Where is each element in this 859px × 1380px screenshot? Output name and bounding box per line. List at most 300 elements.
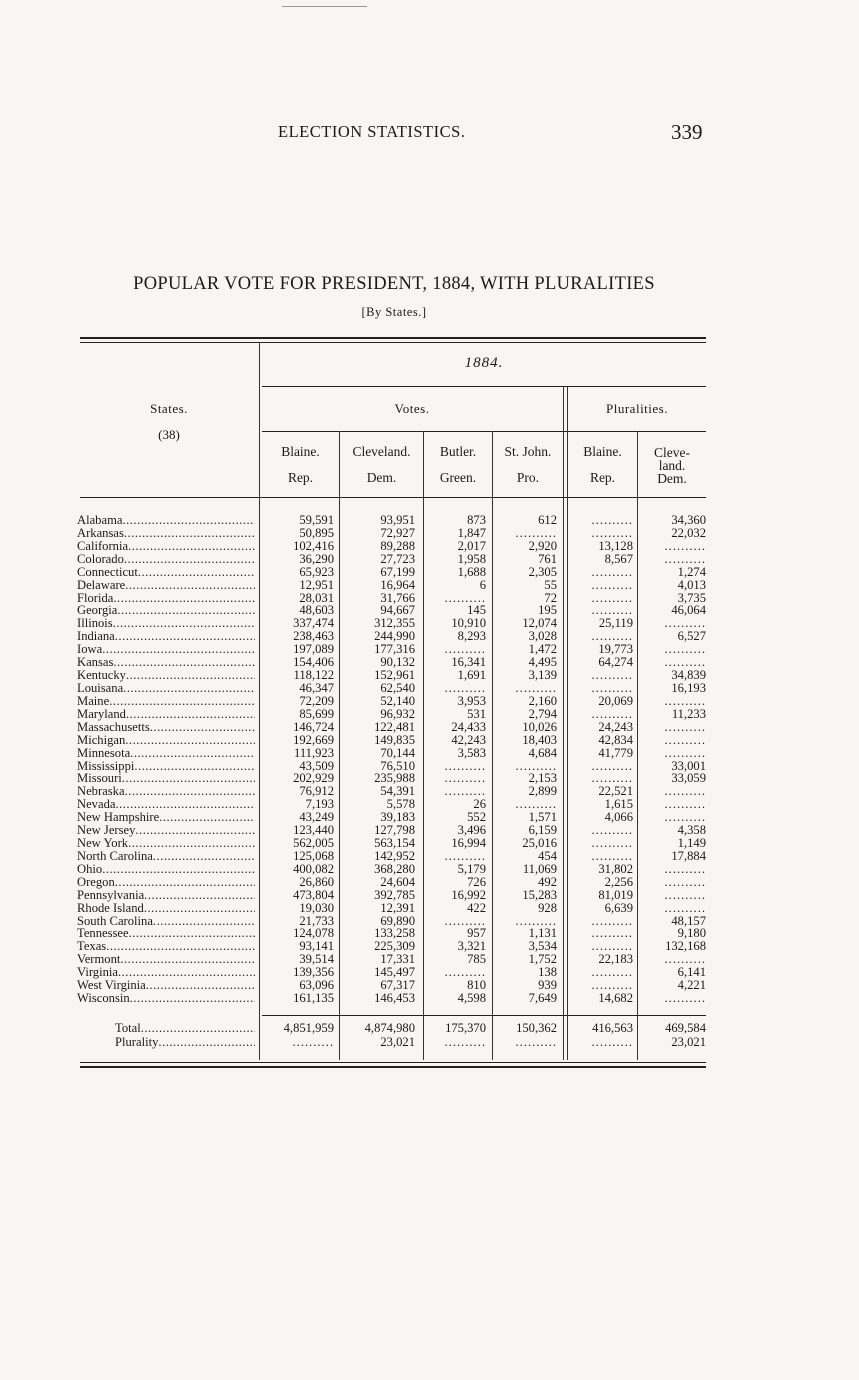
table-row [0,915,859,928]
cell-stjohn: .......... [515,525,557,540]
cell-blaine: 43,249 [299,810,334,825]
cell-blaine: 124,078 [293,926,334,941]
cell-stjohn: 12,074 [522,616,557,631]
cell-plur-blaine: .......... [591,848,633,863]
cell-cleveland: 69,890 [380,913,415,928]
table-row [0,566,859,579]
cell-plur-blaine: .......... [591,758,633,773]
cell-stjohn: .......... [515,758,557,773]
cell-plur-cleveland: .......... [664,900,706,915]
total-plur-cleveland: 469,584 [665,1021,706,1035]
total-blaine: 4,851,959 [283,1021,334,1035]
table-row [0,837,859,850]
cell-butler: 873 [467,513,486,527]
state-name: Pennsylvania ..... [77,889,255,902]
col-stjohn-party: Pro. [516,470,540,485]
cell-butler: 3,953 [457,693,486,708]
cell-stjohn: 2,794 [528,706,557,721]
table-row [0,604,859,617]
state-name: California ..... [77,540,255,553]
cell-blaine: 7,193 [305,797,334,812]
state-name: Mississippi ..... [77,760,255,773]
col-butler-party: Green. [439,470,477,485]
table-row [0,579,859,592]
states-count: (38) [158,427,180,442]
cell-blaine: 85,699 [299,706,334,721]
cell-stjohn: 939 [538,978,557,993]
cell-butler: 3,321 [457,939,486,954]
cell-blaine: 202,929 [293,771,334,786]
cell-stjohn: 1,571 [528,810,557,825]
cell-plur-cleveland: .......... [664,642,706,657]
cell-cleveland: 67,199 [380,564,415,579]
cell-butler: 26 [473,797,486,812]
table-row [0,850,859,863]
cell-blaine: 28,031 [299,590,334,605]
total-cleveland: 4,874,980 [364,1021,415,1035]
cell-stjohn: 2,305 [528,564,557,579]
cell-plur-blaine: 24,243 [598,719,633,734]
cell-stjohn: 454 [538,848,557,863]
cell-plur-cleveland: .......... [664,991,706,1005]
cell-plur-blaine: 41,779 [598,745,633,760]
state-name: Illinois ..... [77,617,255,630]
cell-cleveland: 235,988 [374,771,415,786]
cell-plur-blaine: .......... [591,590,633,605]
table-row [0,811,859,824]
table-row [0,902,859,915]
pluralities-heading: Pluralities. [606,401,668,416]
cell-plur-blaine: .......... [591,965,633,980]
header-bottom-rule [80,497,706,498]
cell-plur-cleveland: .......... [664,887,706,902]
col-butler-name: Butler. [439,444,477,459]
table-title: POPULAR VOTE FOR PRESIDENT, 1884, WITH PLURALITIES [133,274,655,294]
cell-plur-cleveland: 33,059 [671,771,706,786]
cell-plur-blaine: .......... [591,836,633,850]
cell-cleveland: 24,604 [380,874,415,889]
plurality-label: Plurality ..... [115,1036,255,1049]
state-name: North Carolina ..... [77,850,255,863]
cell-blaine: 36,290 [299,551,334,566]
table-row [0,630,859,643]
cell-butler: 16,994 [451,836,486,850]
cell-blaine: 337,474 [293,616,334,631]
table-row [0,656,859,669]
cell-stjohn: 138 [538,965,557,980]
cell-stjohn: 55 [544,577,557,592]
cell-butler: 1,691 [457,668,486,682]
state-name: Texas ..... [77,940,255,953]
top-double-rule-2 [80,342,706,343]
cell-cleveland: 127,798 [374,823,415,838]
cell-plur-cleveland: 34,839 [671,668,706,682]
cell-blaine: 63,096 [299,978,334,993]
cell-stjohn: 11,069 [522,861,557,876]
cell-plur-blaine: .......... [591,771,633,786]
cell-blaine: 46,347 [299,681,334,695]
cell-blaine: 562,005 [293,836,334,850]
total-butler: 175,370 [445,1021,486,1035]
cell-blaine: 238,463 [293,629,334,644]
cell-stjohn: 4,495 [528,655,557,670]
state-name: Virginia ..... [77,966,255,979]
cell-plur-blaine: .......... [591,913,633,928]
cell-butler: .......... [444,590,486,605]
cell-stjohn: 1,472 [528,642,557,657]
col-cleveland-header [340,439,423,491]
state-name: Nevada ..... [77,798,255,811]
cell-butler: 726 [467,874,486,889]
table-row [0,979,859,992]
state-name: Michigan ..... [77,734,255,747]
state-name: Maryland ..... [77,708,255,721]
cell-butler: .......... [444,848,486,863]
cell-plur-blaine: 19,773 [598,642,633,657]
col-plur-blaine-header [568,439,637,491]
cell-butler: 6 [479,577,486,592]
col-blaine-party: Rep. [287,470,314,485]
cell-plur-cleveland: 22,032 [671,525,706,540]
cell-butler: 422 [467,900,486,915]
cell-stjohn: 2,920 [528,538,557,553]
plurality-stjohn: .......... [515,1035,557,1049]
cell-plur-cleveland: .......... [664,538,706,553]
cell-plur-cleveland: 1,149 [677,836,706,850]
state-name: New Jersey ..... [77,824,255,837]
state-name: Rhode Island ..... [77,902,255,915]
pre-total-rule [262,1015,706,1016]
state-name: Connecticut ..... [77,566,255,579]
cell-blaine: 146,724 [293,719,334,734]
bottom-double-rule-2 [80,1066,706,1068]
total-stjohn: 150,362 [516,1021,557,1035]
cell-cleveland: 72,927 [380,525,415,540]
col-butler-header [424,439,492,491]
cell-plur-blaine: 64,274 [598,655,633,670]
cell-plur-blaine: .......... [591,823,633,838]
cell-butler: 552 [467,810,486,825]
cell-plur-cleveland: 6,141 [677,965,706,980]
cell-butler: 2,017 [457,538,486,553]
cell-plur-blaine: 6,639 [604,900,633,915]
table-row [0,734,859,747]
col-cleveland-name: Cleveland. [352,444,411,459]
plurality-butler: .......... [444,1035,486,1049]
cell-butler: .......... [444,771,486,786]
state-name: Minnesota ..... [77,747,255,760]
cell-butler: 16,992 [451,887,486,902]
cell-stjohn: 72 [544,590,557,605]
cell-plur-cleveland: 46,064 [671,603,706,618]
cell-plur-cleveland: 17,884 [671,848,706,863]
cell-butler: .......... [444,758,486,773]
cell-stjohn: 2,899 [528,784,557,799]
cell-butler: .......... [444,681,486,695]
cell-blaine: 102,416 [293,538,334,553]
cell-plur-blaine: 42,834 [598,732,633,747]
cell-cleveland: 31,766 [380,590,415,605]
cell-plur-blaine: 25,119 [598,616,633,631]
cell-blaine: 26,860 [299,874,334,889]
cell-cleveland: 122,481 [374,719,415,734]
cell-cleveland: 39,183 [380,810,415,825]
cell-blaine: 50,895 [299,525,334,540]
plurality-cleveland: 23,021 [380,1035,415,1049]
cell-blaine: 48,603 [299,603,334,618]
state-name: Alabama ..... [77,514,255,527]
state-name: Georgia ..... [77,604,255,617]
cell-stjohn: 3,534 [528,939,557,954]
cell-blaine: 93,141 [299,939,334,954]
cell-plur-cleveland: 33,001 [671,758,706,773]
cell-butler: 1,688 [457,564,486,579]
state-name: Iowa ..... [77,643,255,656]
col-stjohn-name: St. John. [504,444,552,459]
cell-butler: .......... [444,642,486,657]
cell-plur-blaine: .......... [591,564,633,579]
state-name: Nebraska ..... [77,785,255,798]
state-name: Oregon ..... [77,876,255,889]
table-row [0,682,859,695]
cell-blaine: 161,135 [293,991,334,1005]
table-row [0,889,859,902]
state-name: Kansas ..... [77,656,255,669]
cell-plur-cleveland: .......... [664,693,706,708]
cell-butler: .......... [444,784,486,799]
cell-cleveland: 52,140 [380,693,415,708]
states-heading: States. [150,401,188,416]
cell-cleveland: 392,785 [374,887,415,902]
table-row [0,617,859,630]
cell-cleveland: 27,723 [380,551,415,566]
cell-cleveland: 16,964 [380,577,415,592]
cell-stjohn: 2,160 [528,693,557,708]
cell-plur-cleveland: .......... [664,719,706,734]
cell-plur-blaine: .......... [591,978,633,993]
plurality-plur-blaine: .......... [591,1035,633,1049]
cell-blaine: 39,514 [299,952,334,967]
cell-plur-blaine: .......... [591,513,633,527]
cell-plur-blaine: .......... [591,629,633,644]
col-cleveland-party: Dem. [366,470,397,485]
cell-butler: 810 [467,978,486,993]
table-row [0,592,859,605]
state-name: Massachusetts ..... [77,721,255,734]
cell-cleveland: 54,391 [380,784,415,799]
page-number: 339 [671,120,703,144]
cell-blaine: 76,912 [299,784,334,799]
top-mark [282,6,367,7]
state-name: New York ..... [77,837,255,850]
cell-butler: 42,243 [451,732,486,747]
group-rule [262,431,706,432]
cell-plur-blaine: .......... [591,577,633,592]
cell-cleveland: 62,540 [380,681,415,695]
state-name: Delaware ..... [77,579,255,592]
state-name: Louisana ..... [77,682,255,695]
cell-blaine: 111,923 [294,745,334,760]
state-name: Missouri ..... [77,772,255,785]
bottom-double-rule-1 [80,1062,706,1063]
cell-plur-cleveland: .......... [664,874,706,889]
cell-stjohn: .......... [515,913,557,928]
cell-butler: 785 [467,952,486,967]
table-row [0,772,859,785]
votes-heading: Votes. [394,401,430,416]
state-name: Indiana ..... [77,630,255,643]
cell-blaine: 154,406 [293,655,334,670]
table-row [0,669,859,682]
state-name: Vermont ..... [77,953,255,966]
cell-plur-blaine: .......... [591,668,633,682]
cell-blaine: 197,089 [293,642,334,657]
running-title: ELECTION STATISTICS. [278,122,466,141]
cell-plur-blaine: .......... [591,681,633,695]
cell-stjohn: .......... [515,797,557,812]
cell-blaine: 65,923 [299,564,334,579]
cell-blaine: 123,440 [293,823,334,838]
cell-cleveland: 244,990 [374,629,415,644]
cell-stjohn: 2,153 [528,771,557,786]
cell-stjohn: 18,403 [522,732,557,747]
state-name: Colorado ..... [77,553,255,566]
cell-cleveland: 93,951 [380,513,415,527]
cell-butler: 5,179 [457,861,486,876]
table-row [0,540,859,553]
cell-butler: 3,583 [457,745,486,760]
plurality-row [0,1036,859,1049]
year-rule [262,386,706,387]
cell-cleveland: 89,288 [380,538,415,553]
cell-stjohn: 195 [538,603,557,618]
table-row [0,876,859,889]
cell-butler: .......... [444,965,486,980]
table-row [0,927,859,940]
cell-stjohn: 1,131 [528,926,557,941]
cell-blaine: 400,082 [293,861,334,876]
cell-plur-cleveland: 9,180 [677,926,706,941]
cell-plur-cleveland: .......... [664,732,706,747]
cell-blaine: 125,068 [293,848,334,863]
cell-blaine: 139,356 [293,965,334,980]
table-row [0,992,859,1005]
table-row [0,643,859,656]
cell-plur-blaine: 22,183 [598,952,633,967]
col-plur-blaine-party: Rep. [589,470,616,485]
cell-plur-blaine: 4,066 [604,810,633,825]
cell-plur-blaine: 8,567 [604,551,633,566]
table-row [0,798,859,811]
cell-cleveland: 5,578 [386,797,415,812]
cell-plur-cleveland: .......... [664,745,706,760]
table-row [0,553,859,566]
cell-plur-blaine: 1,615 [604,797,633,812]
top-double-rule-1 [80,337,706,339]
cell-stjohn: 25,016 [522,836,557,850]
col-stjohn-header [493,439,563,491]
cell-cleveland: 225,309 [374,939,415,954]
cell-plur-blaine: .......... [591,926,633,941]
table-row [0,953,859,966]
table-row [0,695,859,708]
cell-blaine: 192,669 [293,732,334,747]
cell-plur-blaine: 81,019 [598,887,633,902]
state-name: Florida ..... [77,592,255,605]
cell-plur-blaine: 2,256 [604,874,633,889]
cell-butler: 531 [467,706,486,721]
cell-butler: 1,958 [457,551,486,566]
state-name: Tennessee ..... [77,927,255,940]
cell-stjohn: 4,684 [528,745,557,760]
cell-plur-cleveland: 4,013 [677,577,706,592]
cell-blaine: 12,951 [299,577,334,592]
total-label: Total ..... [115,1022,255,1035]
cell-blaine: 43,509 [299,758,334,773]
cell-stjohn: 15,283 [522,887,557,902]
state-name: Wisconsin ..... [77,992,255,1005]
cell-butler: 145 [467,603,486,618]
cell-stjohn: 928 [538,900,557,915]
cell-stjohn: 3,139 [528,668,557,682]
cell-plur-cleveland: 3,735 [677,590,706,605]
cell-plur-cleveland: 1,274 [677,564,706,579]
cell-plur-blaine: .......... [591,603,633,618]
cell-butler: 16,341 [451,655,486,670]
state-name: Ohio ..... [77,863,255,876]
table-row [0,747,859,760]
cell-stjohn: 3,028 [528,629,557,644]
cell-plur-blaine: 13,128 [598,538,633,553]
cell-plur-blaine: 22,521 [598,784,633,799]
table-row [0,514,859,527]
col-blaine-header [262,439,339,491]
col-plur-blaine-name: Blaine. [583,444,622,459]
cell-cleveland: 146,453 [374,991,415,1005]
cell-blaine: 19,030 [299,900,334,915]
state-name: South Carolina ..... [77,915,255,928]
cell-stjohn: .......... [515,681,557,695]
cell-stjohn: 10,026 [522,719,557,734]
table-row [0,721,859,734]
cell-butler: 3,496 [457,823,486,838]
cell-cleveland: 94,667 [380,603,415,618]
cell-butler: 1,847 [457,525,486,540]
cell-cleveland: 152,961 [374,668,415,682]
cell-cleveland: 67,317 [380,978,415,993]
cell-cleveland: 12,391 [380,900,415,915]
cell-cleveland: 145,497 [374,965,415,980]
cell-plur-cleveland: 16,193 [671,681,706,695]
col-plur-cleveland-party: Dem. [657,471,687,486]
cell-stjohn: 1,752 [528,952,557,967]
total-plur-blaine: 416,563 [592,1021,633,1035]
cell-cleveland: 17,331 [380,952,415,967]
plurality-blaine: .......... [292,1035,334,1049]
cell-plur-blaine: .......... [591,939,633,954]
col-blaine-name: Blaine. [281,444,320,459]
cell-plur-cleveland: 132,168 [665,939,706,954]
cell-cleveland: 177,316 [374,642,415,657]
cell-cleveland: 133,258 [374,926,415,941]
cell-blaine: 473,804 [293,887,334,902]
cell-plur-cleveland: 4,221 [677,978,706,993]
cell-stjohn: 612 [538,513,557,527]
cell-plur-cleveland: .......... [664,616,706,631]
state-name: New Hampshire ..... [77,811,255,824]
cell-blaine: 21,733 [299,913,334,928]
cell-stjohn: 492 [538,874,557,889]
